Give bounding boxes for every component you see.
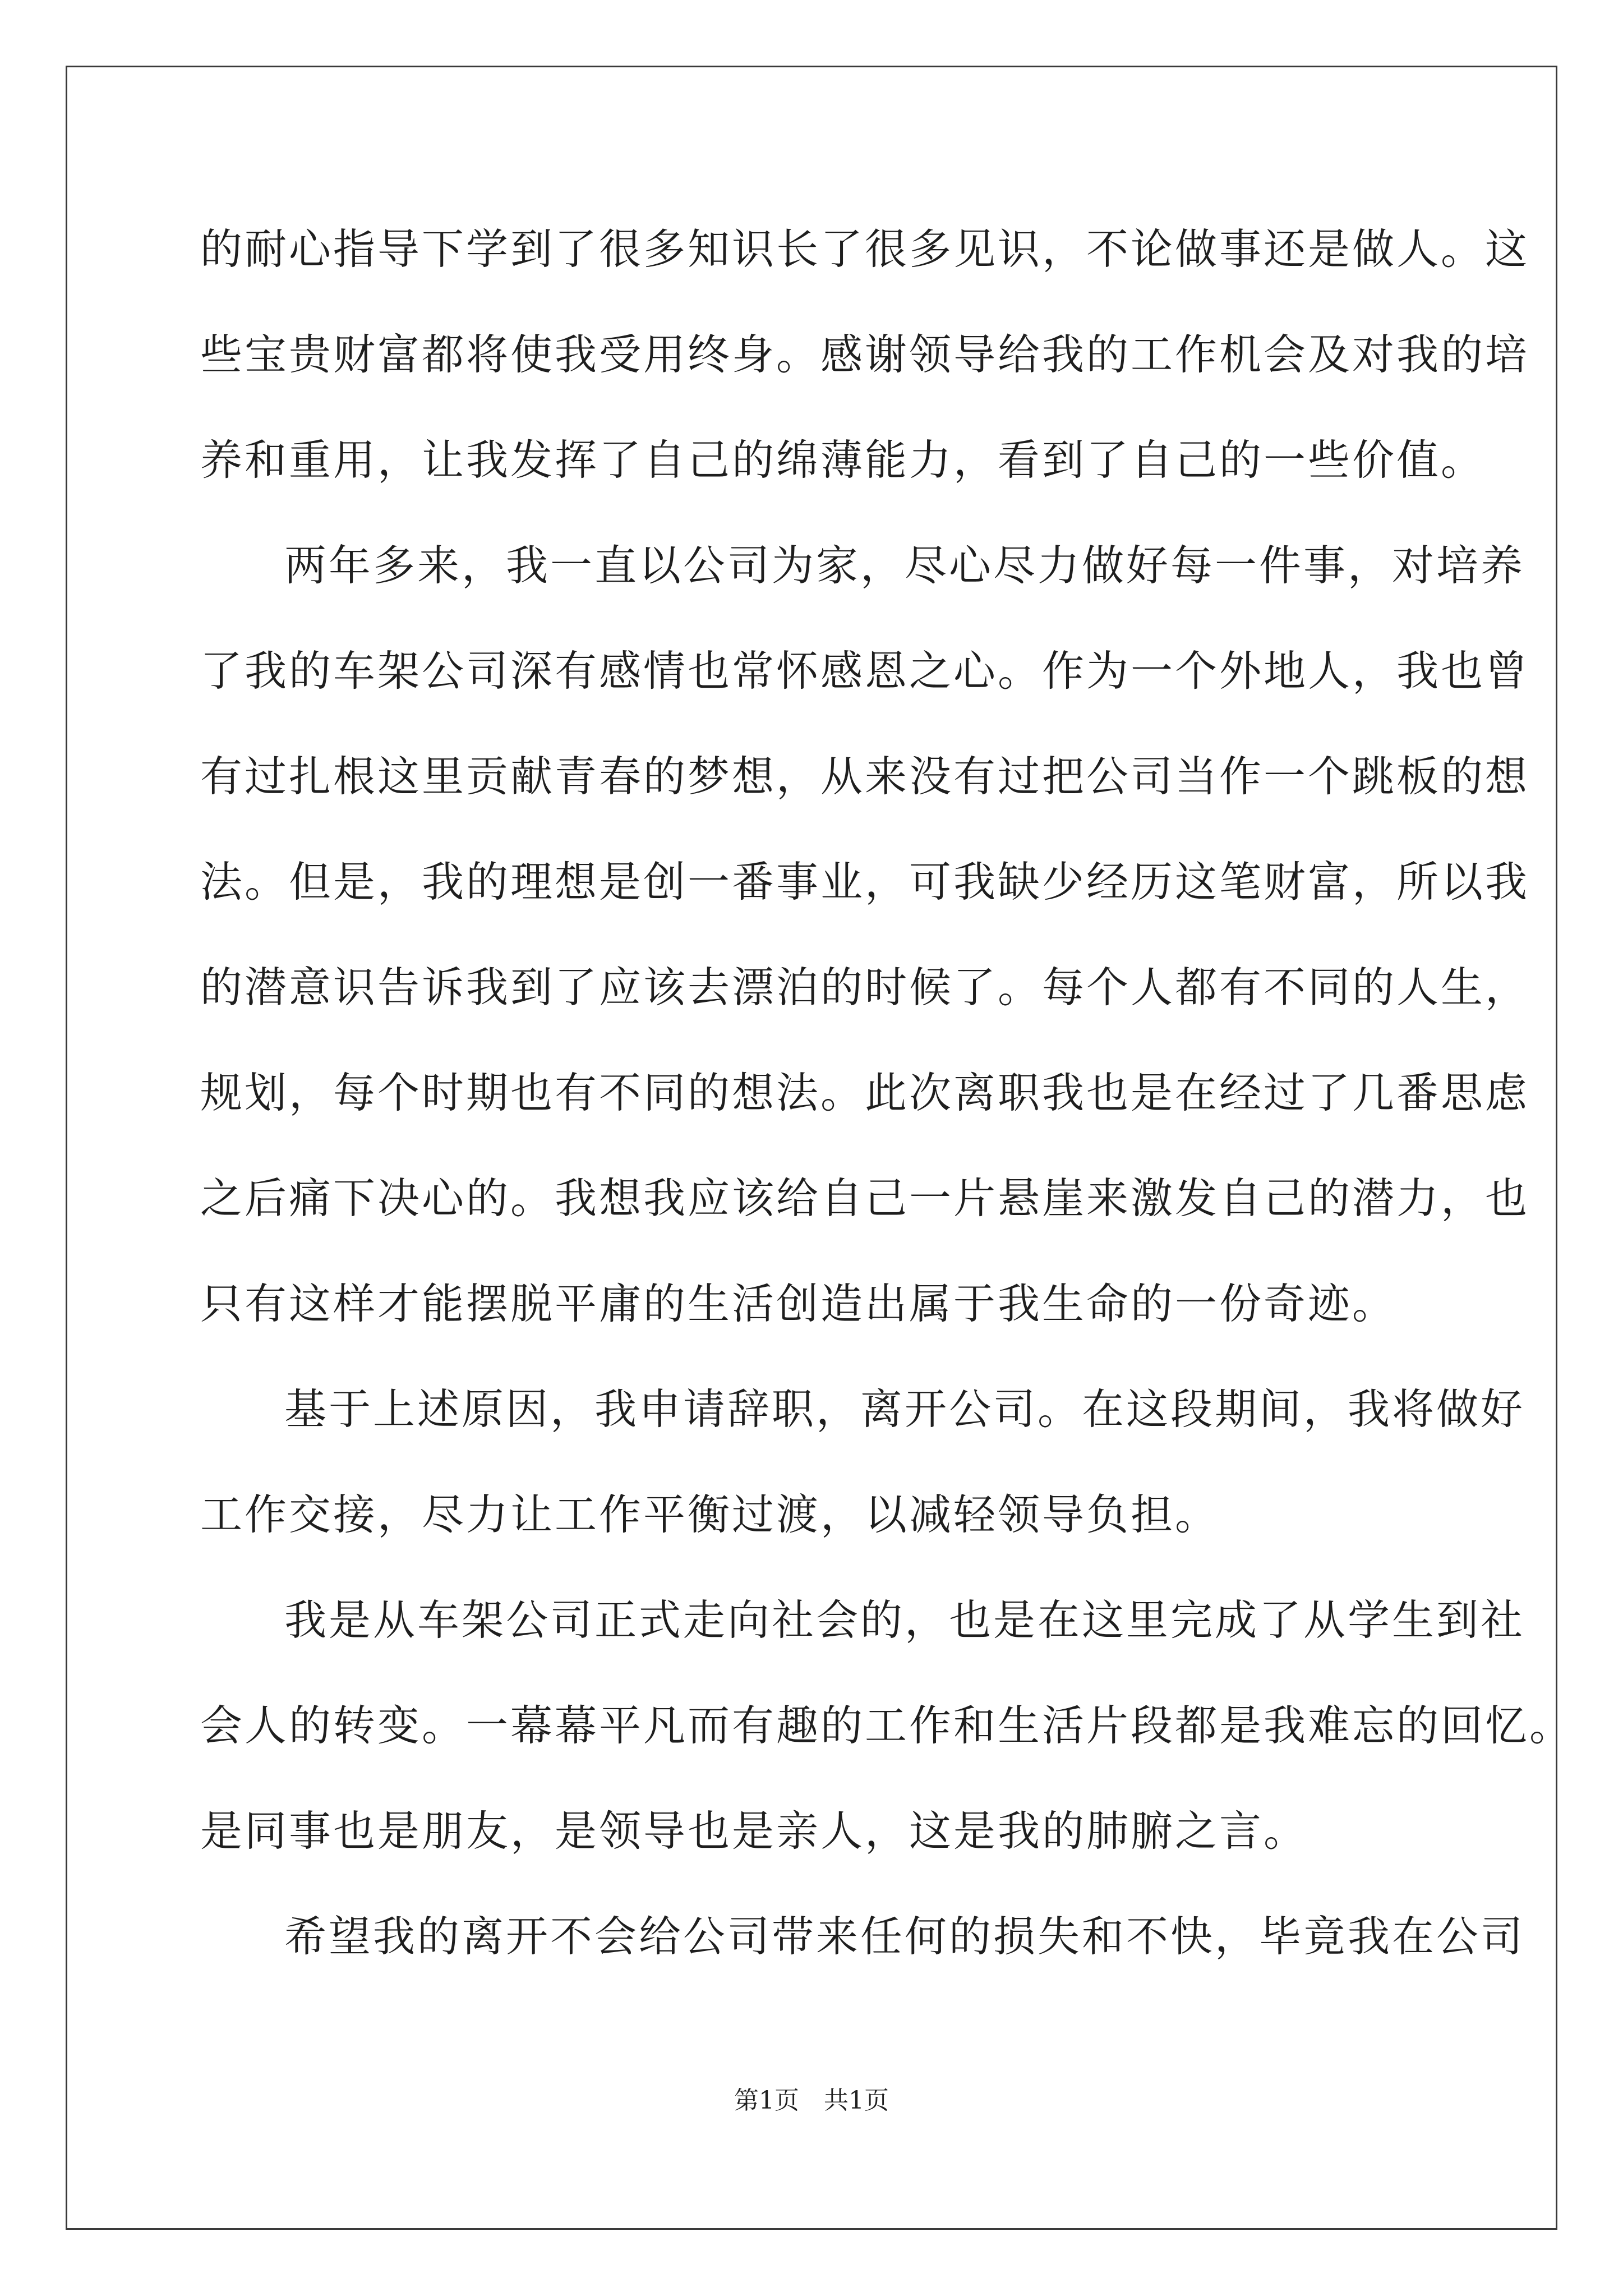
text-line: 有过扎根这里贡献青春的梦想，从来没有过把公司当作一个跳板的想 xyxy=(200,752,1530,801)
text-line: 之后痛下决心的。我想我应该给自己一片悬崖来激发自己的潜力，也 xyxy=(200,1174,1530,1223)
text-line: 工作交接，尽力让工作平衡过渡，以减轻领导负担。 xyxy=(200,1490,1220,1539)
paragraph-start-line: 两年多来，我一直以公司为家，尽心尽力做好每一件事，对培养 xyxy=(284,541,1525,590)
text-line: 规划，每个时期也有不同的想法。此次离职我也是在经过了几番思虑 xyxy=(200,1068,1530,1117)
text-line: 会人的转变。一幕幕平凡而有趣的工作和生活片段都是我难忘的回忆。 xyxy=(200,1701,1574,1750)
text-line: 的耐心指导下学到了很多知识长了很多见识，不论做事还是做人。这 xyxy=(200,224,1530,274)
page-footer xyxy=(0,2080,1623,2116)
page-number-label: 第1页 共1页 xyxy=(734,2086,889,2115)
text-line: 法。但是，我的理想是创一番事业，可我缺少经历这笔财富，所以我 xyxy=(200,857,1530,907)
text-line: 了我的车架公司深有感情也常怀感恩之心。作为一个外地人，我也曾 xyxy=(200,646,1530,696)
paragraph-start-line: 基于上述原因，我申请辞职，离开公司。在这段期间，我将做好 xyxy=(284,1384,1525,1434)
text-line: 些宝贵财富都将使我受用终身。感谢领导给我的工作机会及对我的培 xyxy=(200,330,1530,379)
text-line: 养和重用，让我发挥了自己的绵薄能力，看到了自己的一些价值。 xyxy=(200,435,1486,485)
paragraph-start-line: 我是从车架公司正式走向社会的，也是在这里完成了从学生到社 xyxy=(284,1595,1525,1645)
paragraph-start-line: 希望我的离开不会给公司带来任何的损失和不快，毕竟我在公司 xyxy=(284,1912,1525,1961)
text-line: 的潜意识告诉我到了应该去漂泊的时候了。每个人都有不同的人生， xyxy=(200,963,1530,1012)
document-body xyxy=(200,202,1574,1995)
text-line: 是同事也是朋友，是领导也是亲人，这是我的肺腑之言。 xyxy=(200,1806,1308,1856)
text-line: 只有这样才能摆脱平庸的生活创造出属于我生命的一份奇迹。 xyxy=(200,1279,1397,1328)
